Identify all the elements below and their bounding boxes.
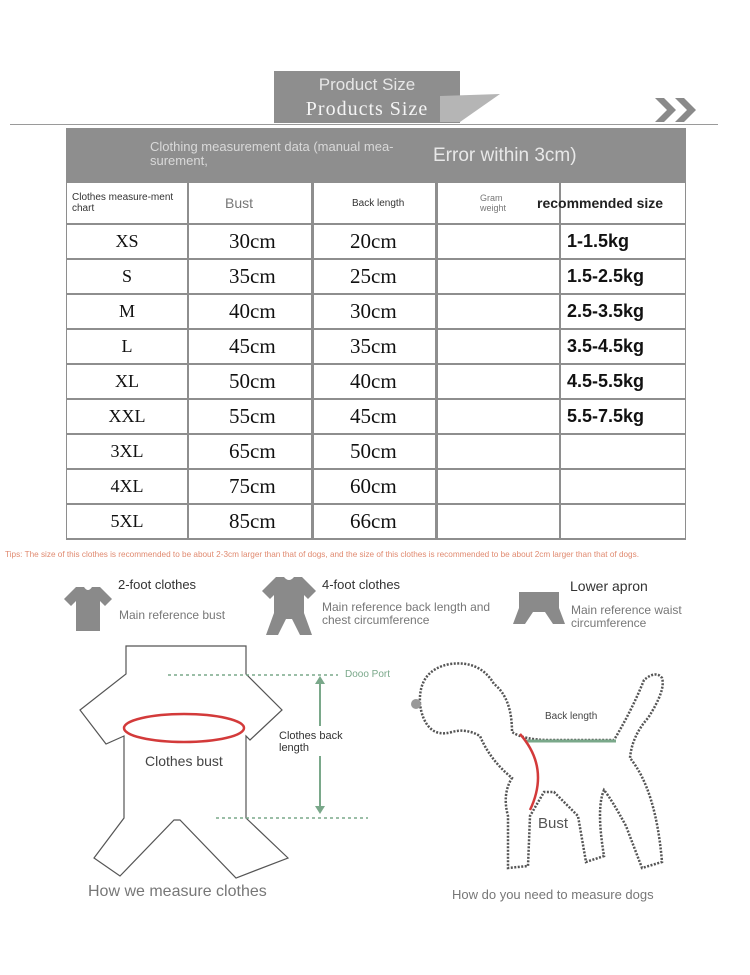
icon-title-two-foot: 2-foot clothes [118, 577, 197, 592]
back-length-cell: 50cm [314, 435, 435, 468]
table-header-bust: Bust [189, 183, 311, 223]
back-length-cell: 45cm [314, 400, 435, 433]
dog-back-length-label: Back length [545, 711, 598, 722]
bust-cell: 50cm [189, 365, 311, 398]
header-tab [274, 71, 460, 123]
bust-cell: 65cm [189, 435, 311, 468]
icon-title-four-foot: 4-foot clothes [322, 577, 401, 592]
gram-weight-cell [438, 505, 559, 538]
clothes-bust-label: Clothes bust [145, 753, 223, 769]
bust-cell: 45cm [189, 330, 311, 363]
recommended-size-cell: 2.5-3.5kg [561, 295, 685, 328]
gram-weight-cell [438, 225, 559, 258]
gram-weight-cell [438, 365, 559, 398]
back-length-cell: 66cm [314, 505, 435, 538]
bust-cell: 55cm [189, 400, 311, 433]
recommended-size-cell: 1-1.5kg [561, 225, 685, 258]
table-header-back: Back length [314, 183, 435, 223]
table-header-chart: Clothes measure-ment chart [67, 183, 187, 223]
banner-big-text: Error within 3cm) [433, 145, 577, 166]
header-divider [10, 124, 718, 125]
size-cell: XS [67, 225, 187, 258]
recommended-size-cell: 5.5-7.5kg [561, 400, 685, 433]
size-cell: S [67, 260, 187, 293]
size-cell: L [67, 330, 187, 363]
recommended-size-cell: 4.5-5.5kg [561, 365, 685, 398]
recommended-size-cell: 3.5-4.5kg [561, 330, 685, 363]
gram-weight-cell [438, 400, 559, 433]
bust-cell: 75cm [189, 470, 311, 503]
gram-weight-cell [438, 260, 559, 293]
size-cell: 3XL [67, 435, 187, 468]
back-length-cell: 25cm [314, 260, 435, 293]
dog-diagram [400, 640, 700, 880]
bust-cell: 40cm [189, 295, 311, 328]
size-cell: XL [67, 365, 187, 398]
dog-bust-label: Bust [538, 815, 569, 832]
size-cell: M [67, 295, 187, 328]
gram-weight-cell [438, 470, 559, 503]
back-length-cell: 20cm [314, 225, 435, 258]
back-length-cell: 35cm [314, 330, 435, 363]
recommended-size-cell: 1.5-2.5kg [561, 260, 685, 293]
four-foot-clothes-icon [260, 575, 318, 637]
size-cell: 5XL [67, 505, 187, 538]
tips-text: Tips: The size of this clothes is recommended to be about 2-3cm larger than that of dogs, and the size of this clothes is recommended to be about 2cm larger than that of dogs. [5, 550, 639, 559]
header-shadow [440, 94, 500, 122]
double-chevron-right-icon [655, 98, 701, 122]
table-header-recommended: recommended size [561, 183, 685, 223]
clothes-caption: How we measure clothes [88, 883, 267, 900]
size-cell: XXL [67, 400, 187, 433]
recommended-size-cell [561, 435, 685, 468]
clothes-diagram [78, 640, 378, 880]
gram-weight-cell [438, 435, 559, 468]
port-label: Dooo Port [345, 669, 391, 680]
icon-title-apron: Lower apron [570, 578, 648, 594]
banner-small-text: Clothing measurement data (manual mea-surement, [150, 139, 394, 168]
back-length-cell: 60cm [314, 470, 435, 503]
gram-weight-cell [438, 330, 559, 363]
back-length-cell: 40cm [314, 365, 435, 398]
icon-sub-apron: Main reference waist circumference [571, 603, 682, 630]
size-cell: 4XL [67, 470, 187, 503]
bust-cell: 30cm [189, 225, 311, 258]
dog-caption: How do you need to measure dogs [452, 887, 654, 902]
two-foot-clothes-icon [62, 585, 114, 633]
bust-cell: 85cm [189, 505, 311, 538]
bust-cell: 35cm [189, 260, 311, 293]
icon-sub-two-foot: Main reference bust [119, 608, 226, 622]
icon-sub-four-foot: Main reference back length and chest circumference [322, 600, 491, 627]
header-title-top: Product Size [318, 75, 416, 94]
recommended-size-cell [561, 505, 685, 538]
clothes-back-length-label: Clothes back length [279, 730, 343, 754]
table-header-gram: Gram weight [438, 183, 559, 223]
dog-outline [420, 663, 663, 868]
back-length-cell: 30cm [314, 295, 435, 328]
lower-apron-icon [513, 590, 565, 630]
header-title-bottom: Products Size [305, 98, 429, 120]
recommended-size-cell [561, 470, 685, 503]
gram-weight-cell [438, 295, 559, 328]
